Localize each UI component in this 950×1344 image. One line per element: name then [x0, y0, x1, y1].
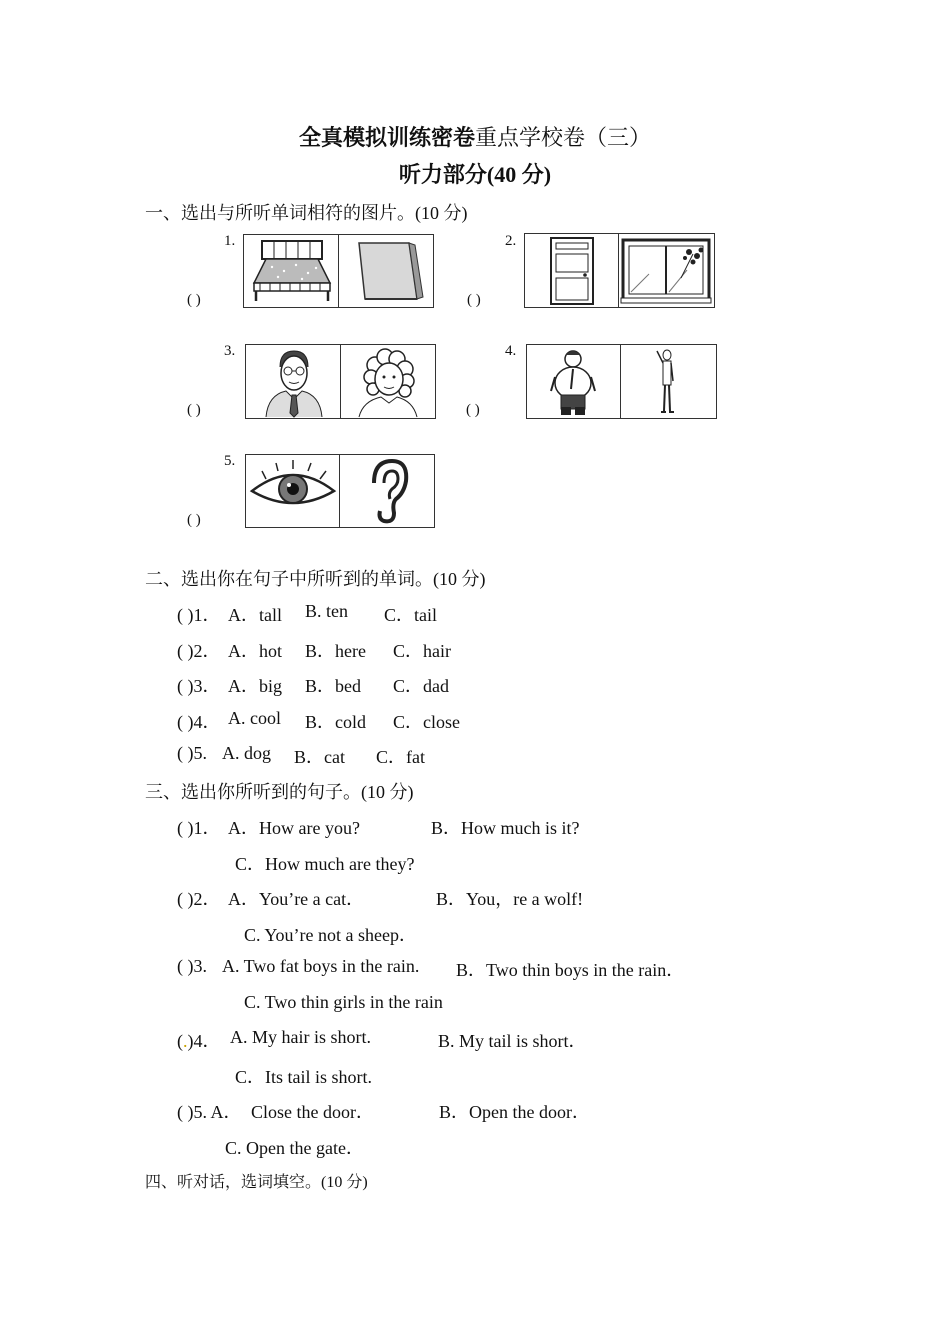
option-c: C．tail: [384, 605, 437, 625]
question-lead[interactable]: ( )2．: [177, 641, 221, 661]
option-a: A. My hair is short.: [230, 1027, 371, 1047]
option-b: B．cold: [305, 712, 366, 732]
man-with-glasses-icon: [245, 344, 342, 419]
option-a: A. dog: [222, 743, 271, 763]
section1-heading: 一、选出与所听单词相符的图片。(10 分): [145, 203, 468, 223]
section2-heading: 二、选出你在句子中所听到的单词。(10 分): [145, 569, 486, 589]
page-title: 全真模拟训练密卷重点学校卷（三）: [298, 125, 652, 150]
question-lead[interactable]: ( )1．: [177, 605, 221, 625]
book-icon: [338, 234, 434, 308]
option-b: B. ten: [305, 601, 348, 621]
section4-heading: 四、听对话，选词填空。(10 分): [145, 1174, 368, 1191]
item-number: 5.: [224, 453, 236, 469]
answer-blank[interactable]: ( ): [187, 292, 201, 308]
option-b: B．How much is it?: [431, 818, 580, 838]
window-icon: [618, 233, 715, 308]
section3-heading: 三、选出你所听到的句子。(10 分): [145, 782, 414, 802]
answer-blank[interactable]: ( ): [187, 402, 201, 418]
option-b: B. My tail is short．: [438, 1031, 587, 1051]
ear-icon: [339, 454, 435, 528]
option-c: C. Open the gate．: [225, 1138, 364, 1158]
item-number: 1.: [224, 233, 236, 249]
fat-man-icon: [526, 344, 622, 419]
option-b: B．cat: [294, 747, 345, 767]
answer-blank[interactable]: ( ): [466, 402, 480, 418]
door-icon: [524, 233, 620, 308]
bed-icon: [243, 234, 340, 308]
option-c: C．hair: [393, 641, 451, 661]
question-lead[interactable]: ( )2．: [177, 889, 221, 909]
option-b: B．here: [305, 641, 366, 661]
option-a: A．big: [228, 676, 282, 696]
answer-blank[interactable]: ( ): [187, 512, 201, 528]
option-a: A．hot: [228, 641, 282, 661]
option-b: B．bed: [305, 676, 361, 696]
option-a: A．You’re a cat．: [228, 889, 365, 909]
option-c: C．How much are they?: [235, 854, 415, 874]
option-c: C．Its tail is short.: [235, 1067, 373, 1087]
option-a: A. cool: [228, 708, 281, 728]
question-lead[interactable]: ( )3.: [177, 956, 207, 976]
answer-blank[interactable]: ( ): [467, 292, 481, 308]
option-c: C. Two thin girls in the rain: [244, 992, 443, 1012]
option-b: B．You，re a wolf!: [436, 889, 584, 909]
option-c: C. You’re not a sheep．: [244, 925, 417, 945]
option-c: C．close: [393, 712, 460, 732]
question-lead[interactable]: ( )4．: [177, 712, 221, 732]
item-number: 2.: [505, 233, 517, 249]
option-a: A．tall: [228, 605, 282, 625]
question-lead[interactable]: ( )1．: [177, 818, 221, 838]
option-a: Close the door．: [251, 1102, 374, 1122]
thin-man-icon: [620, 344, 717, 419]
option-b: B．Two thin boys in the rain．: [456, 960, 685, 980]
question-lead[interactable]: ( )5. A．: [177, 1102, 242, 1122]
option-b: B．Open the door．: [439, 1102, 590, 1122]
item-number: 4.: [505, 343, 517, 359]
option-a: A．How are you?: [228, 818, 360, 838]
eye-icon: [245, 454, 341, 528]
curly-hair-woman-icon: [340, 344, 436, 419]
option-a: A. Two fat boys in the rain.: [222, 956, 420, 976]
question-lead[interactable]: ( )5.: [177, 743, 207, 763]
section-subtitle: 听力部分(40 分): [398, 162, 552, 187]
question-lead[interactable]: (.)4．: [177, 1031, 221, 1051]
option-c: C．fat: [376, 747, 425, 767]
option-c: C．dad: [393, 676, 449, 696]
item-number: 3.: [224, 343, 236, 359]
question-lead[interactable]: ( )3．: [177, 676, 221, 696]
